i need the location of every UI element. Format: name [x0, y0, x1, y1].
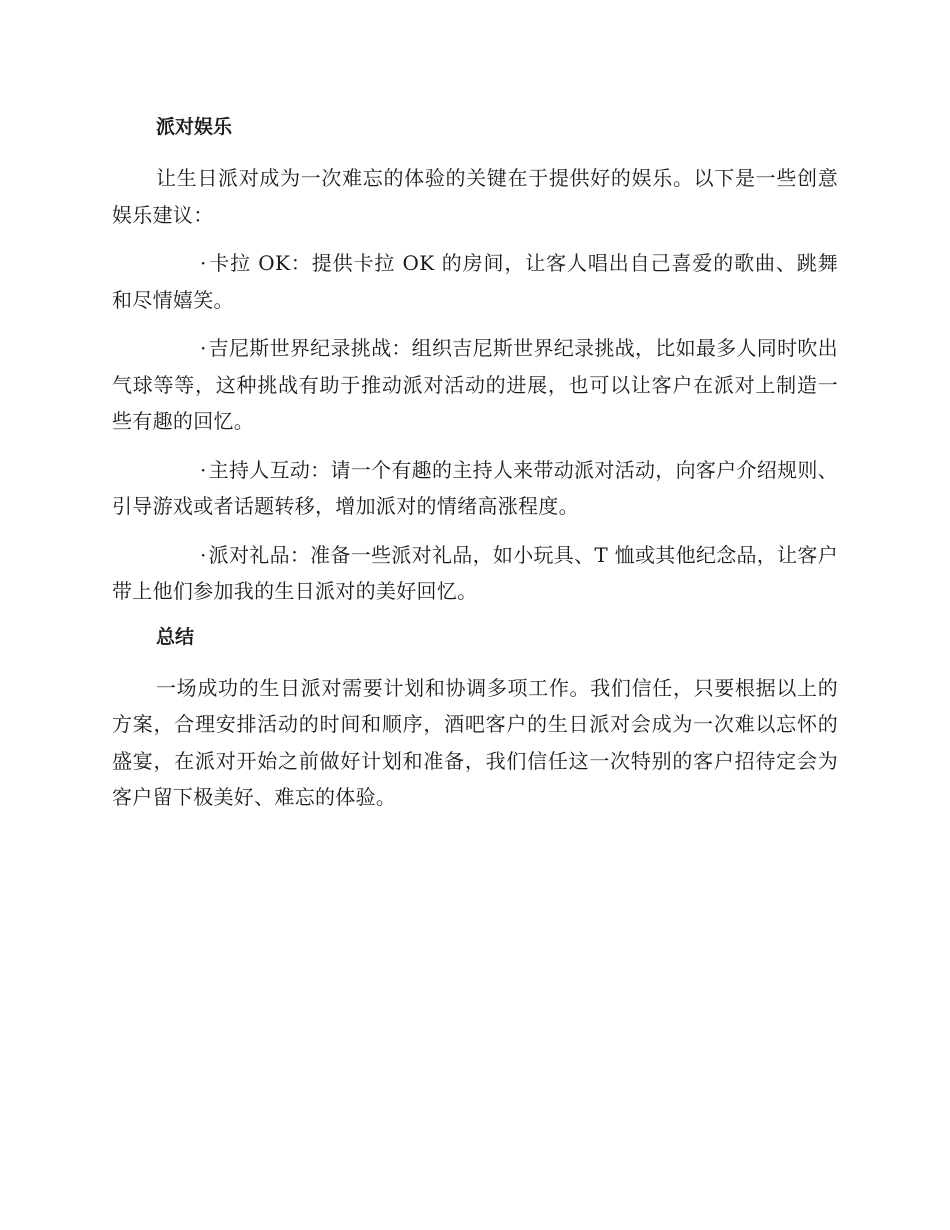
bullet-text: 派对礼品：准备一些派对礼品，如小玩具、T 恤或其他纪念品，让客户带上他们参加我的生日派对的美好回忆。 [112, 542, 838, 603]
bullet-marker: · [200, 542, 207, 567]
summary-body: 一场成功的生日派对需要计划和协调多项工作。我们信任，只要根据以上的方案，合理安排活动的时间和顺序，酒吧客户的生日派对会成为一次难以忘怀的盛宴，在派对开始之前做好计划和准备，我们信任这一次特别的客户招待定会为客户留下极美好、难忘的体验。 [112, 675, 838, 809]
bullet-marker: · [200, 336, 207, 360]
section-heading-entertainment: 派对娱乐 [156, 116, 233, 138]
document-content [112, 112, 838, 828]
bullet-text: 主持人互动：请一个有趣的主持人来带动派对活动，向客户介绍规则、引导游戏或者话题转移，增加派对的情绪高涨程度。 [112, 457, 838, 518]
entertainment-intro: 让生日派对成为一次难忘的体验的关键在于提供好的娱乐。以下是一些创意娱乐建议： [112, 166, 838, 227]
bullet-text: 卡拉 OK：提供卡拉 OK 的房间，让客人唱出自己喜爱的歌曲、跳舞和尽情嬉笑。 [112, 251, 838, 312]
section-heading-summary: 总结 [156, 625, 195, 648]
bullet-host-interaction [112, 452, 838, 525]
bullet-guinness-challenge [112, 330, 838, 440]
bullet-karaoke [112, 245, 838, 318]
bullet-marker: · [200, 251, 207, 275]
bullet-party-gifts [112, 537, 838, 610]
bullet-marker: · [200, 457, 207, 482]
bullet-text: 吉尼斯世界纪录挑战：组织吉尼斯世界纪录挑战，比如最多人同时吹出气球等等，这种挑战有助于推动派对活动的进展，也可以让客户在派对上制造一些有趣的回忆。 [112, 336, 838, 433]
